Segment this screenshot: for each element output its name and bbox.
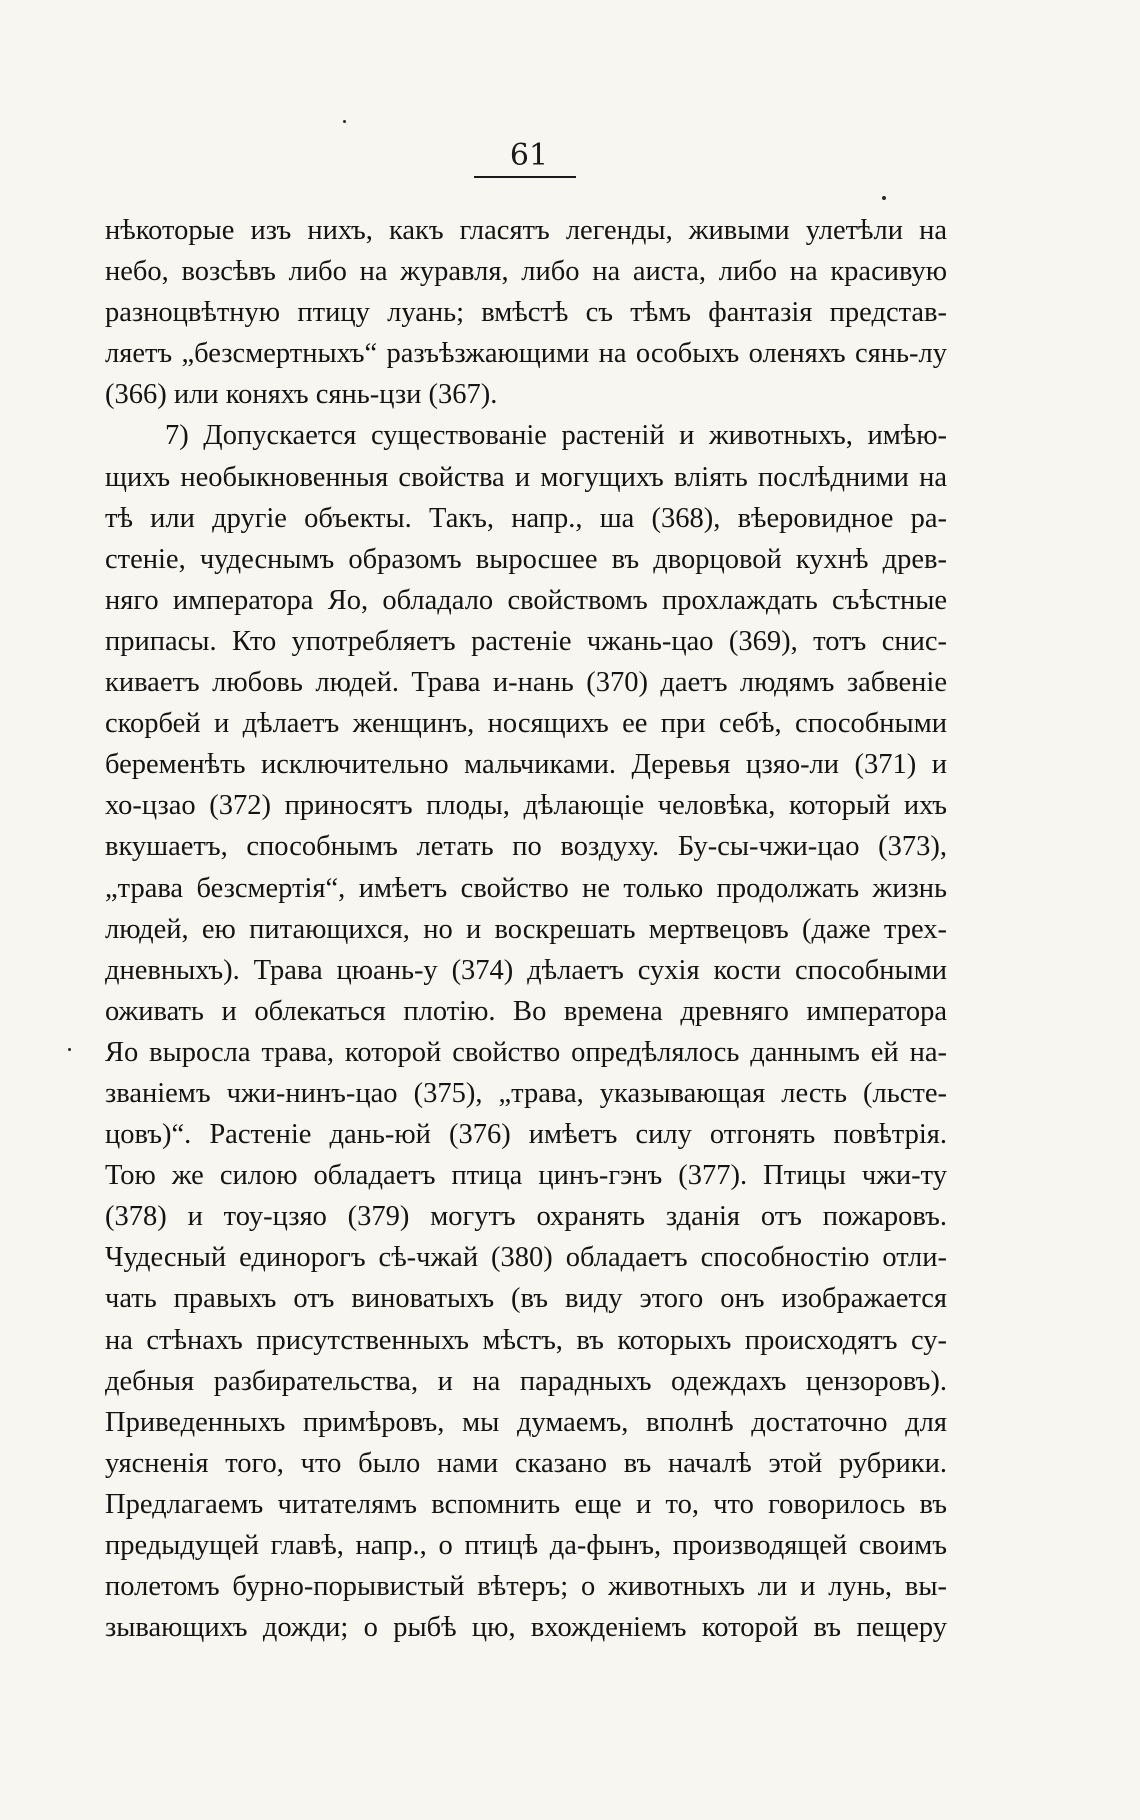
text-line: стеніе, чудеснымъ образомъ выросшее въ дворцовой кухнѣ древ- <box>105 543 947 575</box>
text-line: уясненія того, что было нами сказано въ началѣ этой рубрики. <box>105 1447 947 1479</box>
text-line: разноцвѣтную птицу луань; вмѣстѣ съ тѣмъ фантазія представ- <box>105 297 947 329</box>
text-line: предыдущей главѣ, напр., о птицѣ да-фынъ, производящей своимъ <box>105 1530 947 1561</box>
text-line: нѣкоторые изъ нихъ, какъ гласятъ легенды, живыми улетѣли на <box>105 215 947 246</box>
text-line: оживать и облекаться плотію. Во времена древняго императора <box>105 995 947 1027</box>
text-line: вкушаетъ, способнымъ летать по воздуху. Бу-сы-чжи-цао (373), <box>105 831 947 863</box>
text-line: Чудесный единорогъ сѣ-чжай (380) обладаетъ способностію отли- <box>105 1242 947 1274</box>
print-speck <box>68 1048 71 1051</box>
print-speck <box>343 120 346 123</box>
text-line: (366) или коняхъ сянь-цзи (367). <box>105 379 498 411</box>
paragraph <box>105 415 947 1648</box>
paragraph <box>105 210 947 415</box>
text-line: Тою же силою обладаетъ птица цинъ-гэнъ (377). Птицы чжи-ту <box>105 1160 947 1192</box>
text-line: (378) и тоу-цзяо (379) могутъ охранять зданія отъ пожаровъ. <box>105 1201 947 1233</box>
text-line: Яо выросла трава, которой свойство опредѣлялось даннымъ ей на- <box>105 1036 947 1068</box>
page-number: 61 <box>509 138 549 173</box>
text-line: припасы. Кто употребляетъ растеніе чжань-цао (369), тотъ снис- <box>105 625 947 657</box>
text-line: скорбей и дѣлаетъ женщинъ, носящихъ ее при себѣ, способными <box>105 708 947 740</box>
text-line: беременѣть исключительно мальчиками. Деревья цзяо-ли (371) и <box>105 749 947 781</box>
text-line: зывающихъ дожди; о рыбѣ цю, вхожденіемъ которой въ пещеру <box>105 1612 947 1644</box>
text-line: киваетъ любовь людей. Трава и-нань (370) даетъ людямъ забвеніе <box>105 667 947 699</box>
text-line: людей, ею питающихся, но и воскрешать мертвецовъ (даже трех- <box>105 913 947 945</box>
text-line: Предлагаемъ читателямъ вспомнить еще и то, что говорилось въ <box>105 1488 947 1520</box>
text-line: званіемъ чжи-нинъ-цао (375), „трава, указывающая лесть (льсте- <box>105 1077 947 1109</box>
body-text <box>105 210 947 1648</box>
text-line: небо, возсѣвъ либо на журавля, либо на аиста, либо на красивую <box>105 256 947 288</box>
text-line: дебныя разбирательства, и на парадныхъ одеждахъ цензоровъ). <box>105 1365 947 1397</box>
text-line: Приведенныхъ примѣровъ, мы думаемъ, вполнѣ достаточно для <box>105 1406 947 1438</box>
text-line: чать правыхъ отъ виноватыхъ (въ виду этого онъ изображается <box>105 1283 947 1315</box>
text-line: хо-цзао (372) приносятъ плоды, дѣлающіе человѣка, который ихъ <box>105 790 947 822</box>
text-line: полетомъ бурно-порывистый вѣтеръ; о животныхъ ли и лунь, вы- <box>105 1571 947 1603</box>
text-line: дневныхъ). Трава цюань-у (374) дѣлаетъ сухія кости способными <box>105 954 947 986</box>
text-line: цовъ)“. Растеніе дань-юй (376) имѣетъ силу отгонять повѣтрія. <box>105 1119 947 1151</box>
text-line: на стѣнахъ присутственныхъ мѣстъ, въ которыхъ происходятъ су- <box>105 1324 947 1356</box>
print-speck <box>882 196 886 200</box>
text-line: „трава безсмертія“, имѣетъ свойство не только продолжать жизнь <box>105 872 947 904</box>
text-line: 7) Допускается существованіе растеній и животныхъ, имѣю- <box>165 420 947 452</box>
text-line: тѣ или другіе объекты. Такъ, напр., ша (368), вѣеровидное ра- <box>105 502 947 534</box>
text-line: щихъ необыкновенныя свойства и могущихъ вліять послѣдними на <box>105 461 947 493</box>
page-number-rule <box>474 176 576 178</box>
text-line: ляетъ „безсмертныхъ“ разъѣзжающими на особыхъ оленяхъ сянь-лу <box>105 338 947 370</box>
text-line: няго императора Яо, обладало свойствомъ прохлаждать съѣстные <box>105 584 947 616</box>
